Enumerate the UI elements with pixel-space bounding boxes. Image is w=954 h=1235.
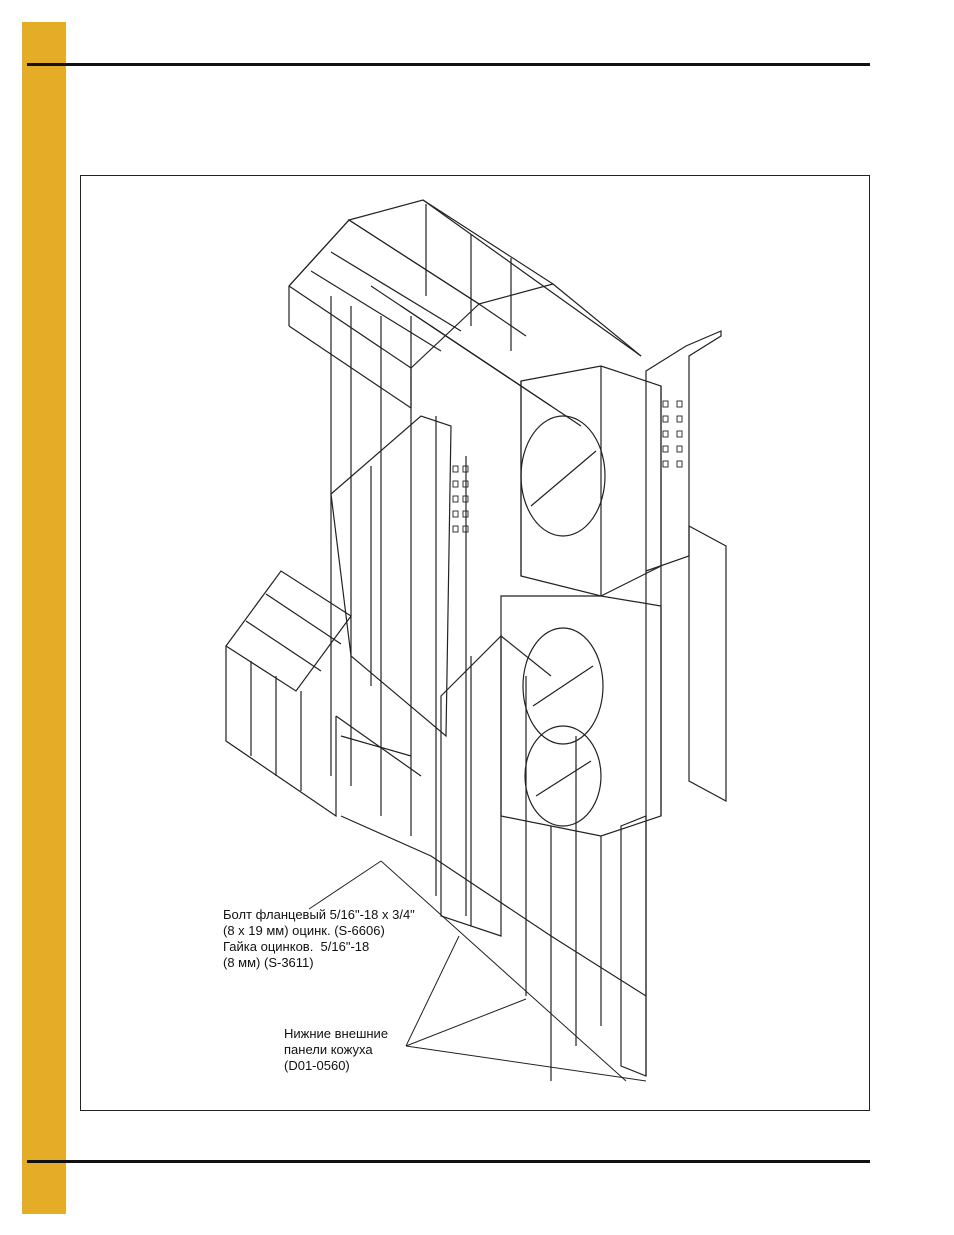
header-rule — [27, 63, 870, 66]
callout-panels-line1: Нижние внешние — [284, 1026, 389, 1041]
footer-rule — [27, 1160, 870, 1163]
side-accent-stripe — [22, 22, 66, 1214]
isometric-assembly-drawing — [81, 176, 869, 1110]
callout-lower-panels — [284, 1026, 388, 1074]
callout-bolt-line1: Болт фланцевый 5/16"-18 x 3/4" — [223, 907, 415, 922]
callout-nut-line1: Гайка оцинков. 5/16"-18 — [223, 939, 370, 954]
callout-panels-line2: панели кожуха — [284, 1042, 373, 1057]
figure-frame — [80, 175, 870, 1111]
left-branch — [226, 416, 451, 816]
right-wing — [621, 331, 726, 1076]
callout-bolt-nut — [223, 907, 415, 971]
callout-nut-line2: (8 мм) (S-3611) — [223, 955, 314, 970]
bolt-holes — [453, 401, 682, 532]
callout-bolt-line2: (8 x 19 мм) оцинк. (S-6606) — [223, 923, 385, 938]
callout-panels-line3: (D01-0560) — [284, 1058, 350, 1073]
central-casing — [501, 366, 661, 836]
lower-casing-panels — [341, 636, 646, 1046]
upper-section — [289, 200, 641, 426]
